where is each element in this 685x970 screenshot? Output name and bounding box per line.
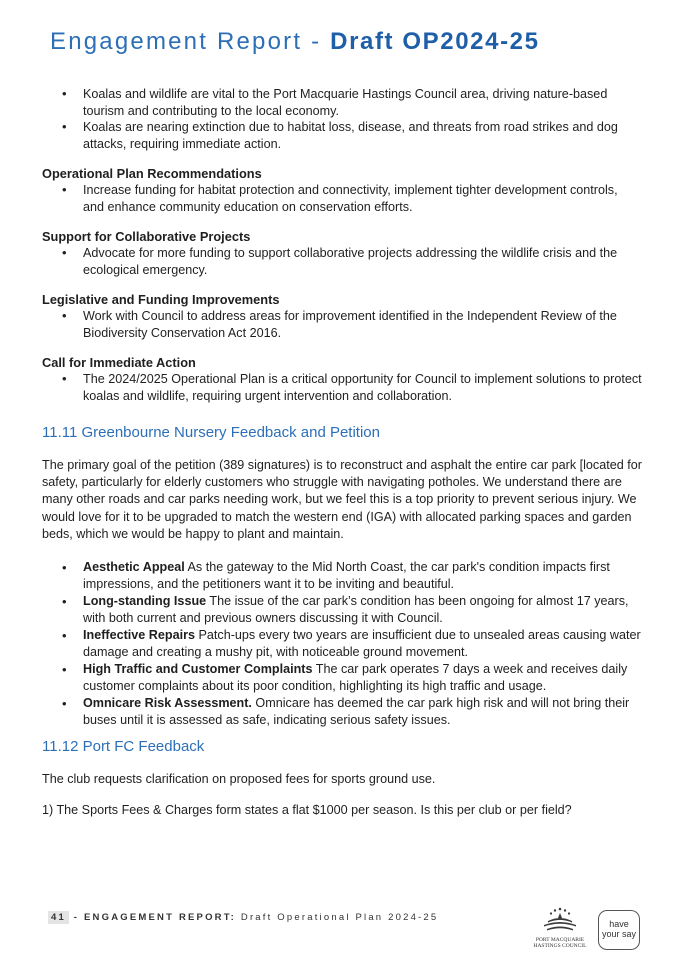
footer-separator: - xyxy=(68,912,85,923)
list-item: • Koalas are nearing extinction due to habitat loss, disease, and threats from road strikes and dog attacks, requiring immediate action. xyxy=(42,119,642,152)
page-number: 41 xyxy=(48,911,69,924)
subsection-bullet-list xyxy=(42,245,642,278)
council-logo-icon xyxy=(540,906,580,932)
list-item: • Increase funding for habitat protection and connectivity, implement tighter development controls, and enhance community education on conservation efforts. xyxy=(42,182,642,215)
logo-line-2: HASTINGS COUNCIL xyxy=(533,943,587,949)
port-fc-question: 1) The Sports Fees & Charges form states a flat $1000 per season. Is this per club or per field? xyxy=(42,803,572,818)
list-item xyxy=(42,627,642,661)
list-item: • Work with Council to address areas for improvement identified in the Independent Review of the Biodiversity Conservation Act 2016. xyxy=(42,308,642,341)
page-title xyxy=(50,28,540,56)
main-content xyxy=(42,86,642,819)
list-item xyxy=(42,593,642,627)
item-text: Omnicare has deemed the car park high risk and will not bring their buses until it is assessed as safe, indicating serious safety issues. xyxy=(83,696,630,728)
subsection-heading: Legislative and Funding Improvements xyxy=(42,292,280,307)
title-bold: Draft OP2024-25 xyxy=(330,28,540,55)
item-text: As the gateway to the Mid North Coast, the car park's condition impacts first impressions, and the petitioners want it to be inviting and beautiful. xyxy=(83,560,610,592)
petition-feature-list xyxy=(42,559,642,729)
subsection-heading: Operational Plan Recommendations xyxy=(42,166,262,181)
list-item: • The 2024/2025 Operational Plan is a critical opportunity for Council to implement solutions to protect koalas and wildlife, requiring urgent intervention and collaboration. xyxy=(42,371,642,404)
badge-line-2: your say xyxy=(601,929,636,939)
section-heading-11-12: 11.12 Port FC Feedback xyxy=(42,738,205,756)
subsection-heading: Call for Immediate Action xyxy=(42,355,196,370)
item-title: High Traffic and Customer Complaints xyxy=(83,662,313,677)
list-item: • Koalas and wildlife are vital to the Port Macquarie Hastings Council area, driving nature-based tourism and contributing to the local economy. xyxy=(42,86,642,119)
item-title: Ineffective Repairs xyxy=(83,628,195,643)
item-text: Patch-ups every two years are insufficient due to unsealed areas causing water damage and creating a mushy pit, with noticeable ground movement. xyxy=(83,628,641,660)
list-item: • Advocate for more funding to support collaborative projects addressing the wildlife crisis and the ecological emergency. xyxy=(42,245,642,278)
item-text: The car park operates 7 days a week and receives daily customer complaints about its poor condition, highlighting its high traffic and usage. xyxy=(83,662,628,694)
subsection-heading: Support for Collaborative Projects xyxy=(42,229,251,244)
item-title: Omnicare Risk Assessment. xyxy=(83,696,252,711)
subsection-bullet-list xyxy=(42,308,642,341)
section-heading-11-11: 11.11 Greenbourne Nursery Feedback and Petition xyxy=(42,424,380,441)
petition-paragraph: The primary goal of the petition (389 signatures) is to reconstruct and asphalt the entire car park [located for safety, particularly for elderly customers who struggle with navigating potholes. We understand there are many other roads and car parks needing work, but we feel this is a top priority to prevent serious injury. We would love for it to be upgraded to match the western end (IGA) with allocated parking spaces and garden beds, which we would be happy to plant and maintain. xyxy=(42,458,642,541)
item-title: Aesthetic Appeal xyxy=(83,560,185,575)
subsection-bullet-list xyxy=(42,371,642,404)
port-fc-paragraph: The club requests clarification on proposed fees for sports ground use. xyxy=(42,772,436,787)
intro-bullet-list xyxy=(42,86,642,152)
item-title: Long-standing Issue xyxy=(83,594,207,609)
have-your-say-badge xyxy=(598,910,640,950)
list-item xyxy=(42,695,642,729)
list-item xyxy=(42,661,642,695)
list-item xyxy=(42,559,642,593)
logo-line-1: PORT MACQUARIE xyxy=(535,937,585,943)
title-prefix: Engagement Report - xyxy=(50,28,331,55)
footer-label: Draft Operational Plan 2024-25 xyxy=(236,912,439,923)
council-logo xyxy=(528,906,592,949)
item-text: The issue of the car park’s condition has been ongoing for almost 17 years, with both current and previous owners discussing it with Council. xyxy=(83,594,629,626)
footer-label-bold: ENGAGEMENT REPORT: xyxy=(84,912,237,923)
page-footer xyxy=(48,912,438,923)
badge-line-1: have xyxy=(609,919,629,929)
subsection-bullet-list xyxy=(42,182,642,215)
